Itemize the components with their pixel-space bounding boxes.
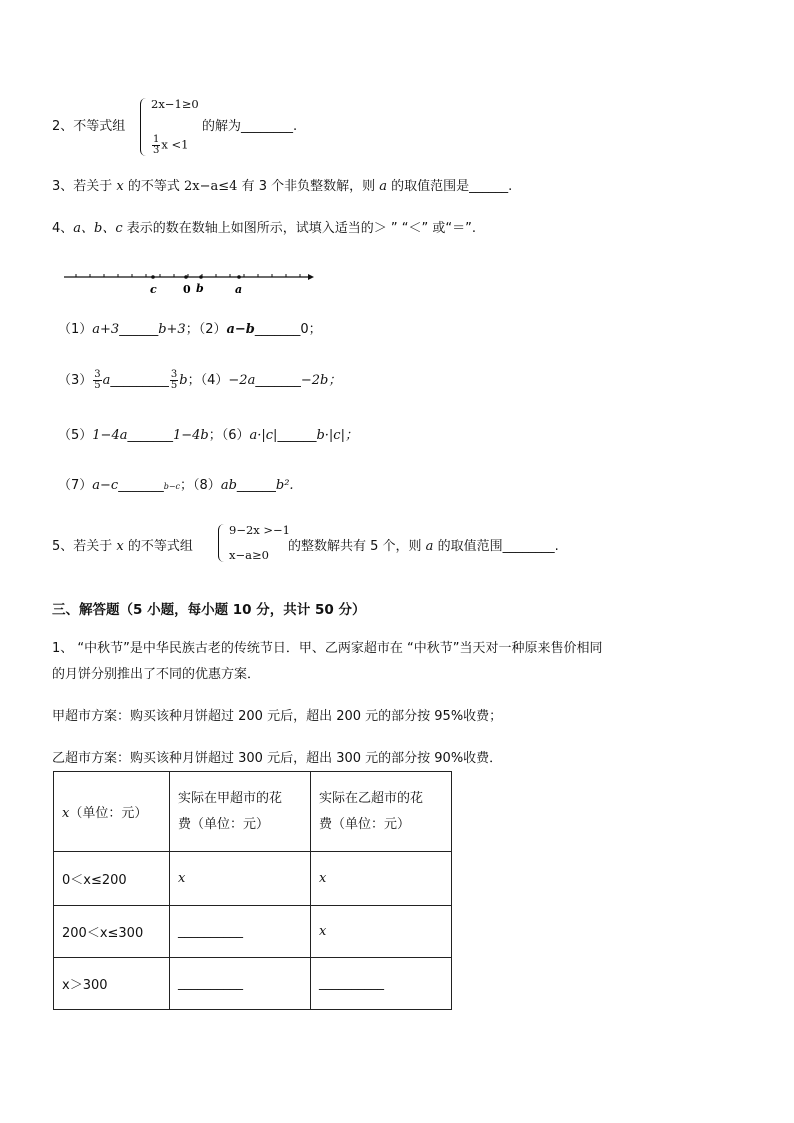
yi-cell: x xyxy=(311,852,452,906)
q4-item-5-6 xyxy=(58,427,358,445)
label-b: b xyxy=(196,282,204,295)
q3-text-b: 的不等式 xyxy=(123,179,185,194)
q2-inequality-system xyxy=(140,98,199,156)
cost-table xyxy=(53,771,452,1010)
q2-prefix: 不等式组 xyxy=(73,119,126,134)
q2-number: 2、 xyxy=(52,119,74,134)
fraction-denominator: 3 xyxy=(153,145,160,156)
q5-inequality-system xyxy=(218,524,290,562)
header-text: （单位：元） xyxy=(69,806,148,821)
item-label: （5） xyxy=(58,428,93,443)
point-b xyxy=(199,275,203,279)
item-separator: ；（4） xyxy=(187,373,229,388)
q3-var-a: a xyxy=(379,179,388,194)
q4-item-1-2 xyxy=(58,321,322,339)
q2-ineq-2 xyxy=(151,135,199,156)
item-lhs: −2a xyxy=(228,373,256,388)
left-brace xyxy=(140,98,149,156)
q3-expression: 2x−a≤4 xyxy=(184,179,238,194)
q3-text-a: 3、若关于 xyxy=(52,179,117,194)
answer-blank: _______ xyxy=(127,428,173,443)
number-line xyxy=(62,268,314,298)
range-cell: x＞300 xyxy=(54,958,170,1010)
label-zero: 0 xyxy=(183,283,191,296)
fraction xyxy=(170,370,178,391)
q5-text-d: 的取值范围________. xyxy=(433,539,559,554)
q3-var-x: x xyxy=(116,179,124,194)
item-rhs: 0； xyxy=(300,322,322,337)
q5-rest xyxy=(288,538,559,556)
yi-cell: __________ xyxy=(311,958,452,1010)
yi-cell: x xyxy=(311,906,452,958)
point-zero xyxy=(184,275,188,279)
range-cell: 0＜x≤200 xyxy=(54,852,170,906)
q5-text-a: 5、若关于 xyxy=(52,539,117,554)
item-separator: ；（8） xyxy=(180,478,221,493)
table-row xyxy=(54,852,452,906)
table-row xyxy=(54,906,452,958)
jia-cell: x xyxy=(170,852,311,906)
item-separator: ；（2） xyxy=(185,322,227,337)
table-row xyxy=(54,958,452,1010)
q4-text-a: 4、 xyxy=(52,221,74,236)
answer-blank: _______ xyxy=(118,478,164,493)
header-text: 费（单位：元） xyxy=(178,816,270,832)
q4-text-b: 表示的数在数轴上如图所示，试填入适当的＞ ” “＜” 或“＝”. xyxy=(122,221,476,236)
q4-vars: a、b、c xyxy=(73,221,123,236)
item-rhs: b+3 xyxy=(158,322,186,337)
left-brace xyxy=(218,524,227,562)
fraction-denominator: 5 xyxy=(170,380,178,391)
answer-blank: _________ xyxy=(110,373,169,388)
item-rhs: b−c xyxy=(163,482,181,491)
problem-1-line-2: 的月饼分别推出了不同的优惠方案． xyxy=(52,667,261,682)
q4-item-7-8 xyxy=(58,477,294,496)
question-3 xyxy=(52,178,512,196)
q3-text-c: 有 3 个非负整数解，则 xyxy=(237,179,380,194)
header-var: x xyxy=(62,806,70,821)
header-text: 实际在乙超市的花 xyxy=(319,790,424,806)
item-label: （7） xyxy=(58,478,93,493)
problem-1-line-1: 1、 “中秋节”是中华民族古老的传统节日．甲、乙两家超市在 “中秋节”当天对一种原来售价相同 xyxy=(52,641,603,656)
item-label: （1） xyxy=(58,322,93,337)
item-separator: ；（6） xyxy=(208,428,250,443)
fraction-numerator: 3 xyxy=(170,369,178,380)
question-2 xyxy=(52,118,125,136)
q2-ineq-1: 2x−1≥0 xyxy=(151,97,199,111)
table-header-row xyxy=(54,772,452,852)
q5-ineq-1: 9−2x >−1 xyxy=(229,523,290,537)
header-text: 费（单位：元） xyxy=(319,816,411,832)
q2-ineq-2-rest: x <1 xyxy=(161,137,189,152)
section-title: 三、解答题（5 小题，每小题 10 分，共计 50 分） xyxy=(52,602,366,618)
item-label: （3） xyxy=(58,373,93,388)
answer-blank: ______ xyxy=(277,428,317,443)
fraction xyxy=(93,370,101,391)
plan-b: 乙超市方案：购买该种月饼超过 300 元后，超出 300 元的部分按 90%收费． xyxy=(52,751,503,766)
label-a: a xyxy=(235,283,243,296)
q4-item-3-4 xyxy=(58,370,341,391)
item-lhs: 1−4a xyxy=(92,428,128,443)
q5-ineq-2: x−a≥0 xyxy=(229,548,269,562)
q5-var-x: x xyxy=(116,539,124,554)
item-rhs: b·|c|； xyxy=(316,428,358,443)
range-cell: 200＜x≤300 xyxy=(54,906,170,958)
number-line-arrow xyxy=(308,274,314,280)
answer-blank: ______ xyxy=(119,322,159,337)
question-5 xyxy=(52,538,193,556)
item-lhs: a−b xyxy=(226,322,255,337)
item-rhs: b². xyxy=(275,478,294,493)
point-a xyxy=(237,275,241,279)
item-rhs: −2b； xyxy=(300,373,342,388)
fraction-denominator: 5 xyxy=(94,380,101,391)
jia-cell: __________ xyxy=(170,906,311,958)
fraction-numerator: 1 xyxy=(153,134,160,145)
answer-blank: ______ xyxy=(236,478,276,493)
item-lhs: ab xyxy=(220,478,237,493)
header-cell xyxy=(54,772,170,852)
q3-text-d: 的取值范围是______. xyxy=(387,179,513,194)
item-lhs: a+3 xyxy=(92,322,120,337)
fraction-numerator: 3 xyxy=(94,369,101,380)
q5-var-a: a xyxy=(425,539,434,554)
item-lhs: a·|c| xyxy=(249,428,278,443)
header-cell xyxy=(170,772,311,852)
header-text: 实际在甲超市的花 xyxy=(178,790,283,806)
item-rhs: b xyxy=(179,373,188,388)
plan-a: 甲超市方案：购买该种月饼超过 200 元后，超出 200 元的部分按 95%收费； xyxy=(52,709,503,724)
point-c xyxy=(151,275,155,279)
item-rhs: 1−4b xyxy=(172,428,209,443)
answer-blank: _______ xyxy=(255,373,301,388)
label-c: c xyxy=(150,283,157,296)
q2-answer-prompt: 的解为________. xyxy=(202,119,298,134)
q5-text-b: 的不等式组 xyxy=(123,539,193,554)
item-lhs: a−c xyxy=(92,478,119,493)
q2-fraction xyxy=(152,135,160,156)
question-4 xyxy=(52,220,476,238)
item-lhs: a xyxy=(102,373,111,388)
header-cell xyxy=(311,772,452,852)
jia-cell: __________ xyxy=(170,958,311,1010)
q5-text-c: 的整数解共有 5 个，则 xyxy=(288,539,426,554)
answer-blank: _______ xyxy=(254,322,301,337)
